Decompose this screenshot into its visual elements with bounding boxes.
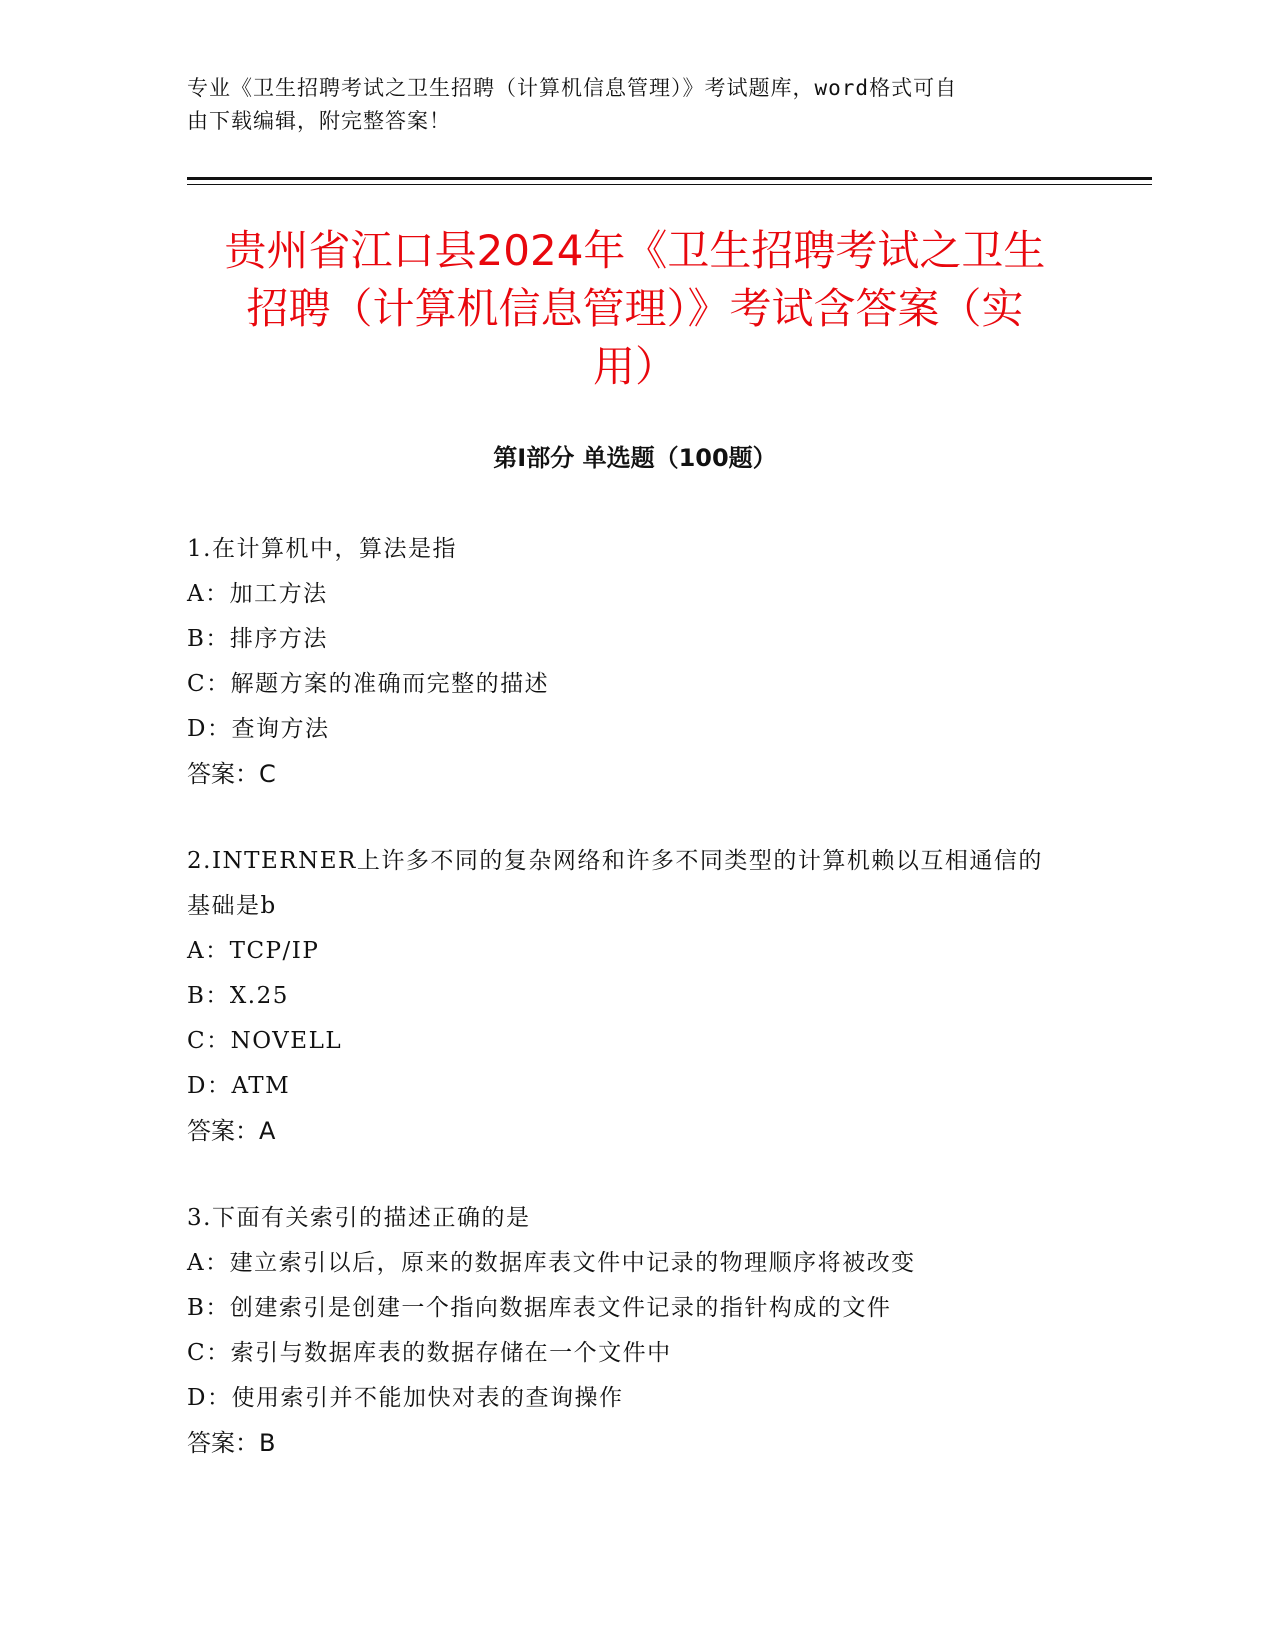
option-b: B：创建索引是创建一个指向数据库表文件记录的指针构成的文件 <box>187 1295 892 1321</box>
question-stem: 2.INTERNER上许多不同的复杂网络和许多不同类型的计算机赖以互相通信的基础是b <box>187 848 1043 919</box>
header-divider-thick <box>187 177 1152 180</box>
title-line-1: 贵州省江口县2024年《卫生招聘考试之卫生 <box>224 226 1046 275</box>
option-d: D：查询方法 <box>187 716 330 742</box>
question-2 <box>187 839 1107 1154</box>
question-stem: 1.在计算机中，算法是指 <box>187 536 457 562</box>
option-b: B：X.25 <box>187 983 289 1009</box>
question-stem: 3.下面有关索引的描述正确的是 <box>187 1205 531 1231</box>
option-c: C：解题方案的准确而完整的描述 <box>187 671 550 697</box>
section-heading: 第Ⅰ部分 单选题（100题） <box>493 444 777 472</box>
option-b: B：排序方法 <box>187 626 328 652</box>
intro-line-1: 专业《卫生招聘考试之卫生招聘（计算机信息管理）》考试题库，word格式可自 <box>187 76 958 100</box>
intro-text <box>187 72 1087 138</box>
question-list <box>187 527 1107 1508</box>
answer-line: 答案：A <box>187 1117 276 1145</box>
question-1 <box>187 527 1107 797</box>
option-d: D：ATM <box>187 1073 291 1099</box>
option-a: A：建立索引以后，原来的数据库表文件中记录的物理顺序将被改变 <box>187 1250 916 1276</box>
title-line-2: 招聘（计算机信息管理）》考试含答案（实 <box>246 284 1024 333</box>
option-c: C：NOVELL <box>187 1028 343 1054</box>
intro-line-2: 由下载编辑，附完整答案！ <box>187 109 451 133</box>
title-line-3: 用） <box>592 342 677 391</box>
option-d: D：使用索引并不能加快对表的查询操作 <box>187 1385 624 1411</box>
question-3 <box>187 1196 1107 1466</box>
answer-line: 答案：C <box>187 760 276 788</box>
header-divider-thin <box>187 184 1152 185</box>
document-title <box>180 222 1090 396</box>
option-a: A：加工方法 <box>187 581 328 607</box>
answer-line: 答案：B <box>187 1429 276 1457</box>
option-a: A：TCP/IP <box>187 938 320 964</box>
option-c: C：索引与数据库表的数据存储在一个文件中 <box>187 1340 672 1366</box>
